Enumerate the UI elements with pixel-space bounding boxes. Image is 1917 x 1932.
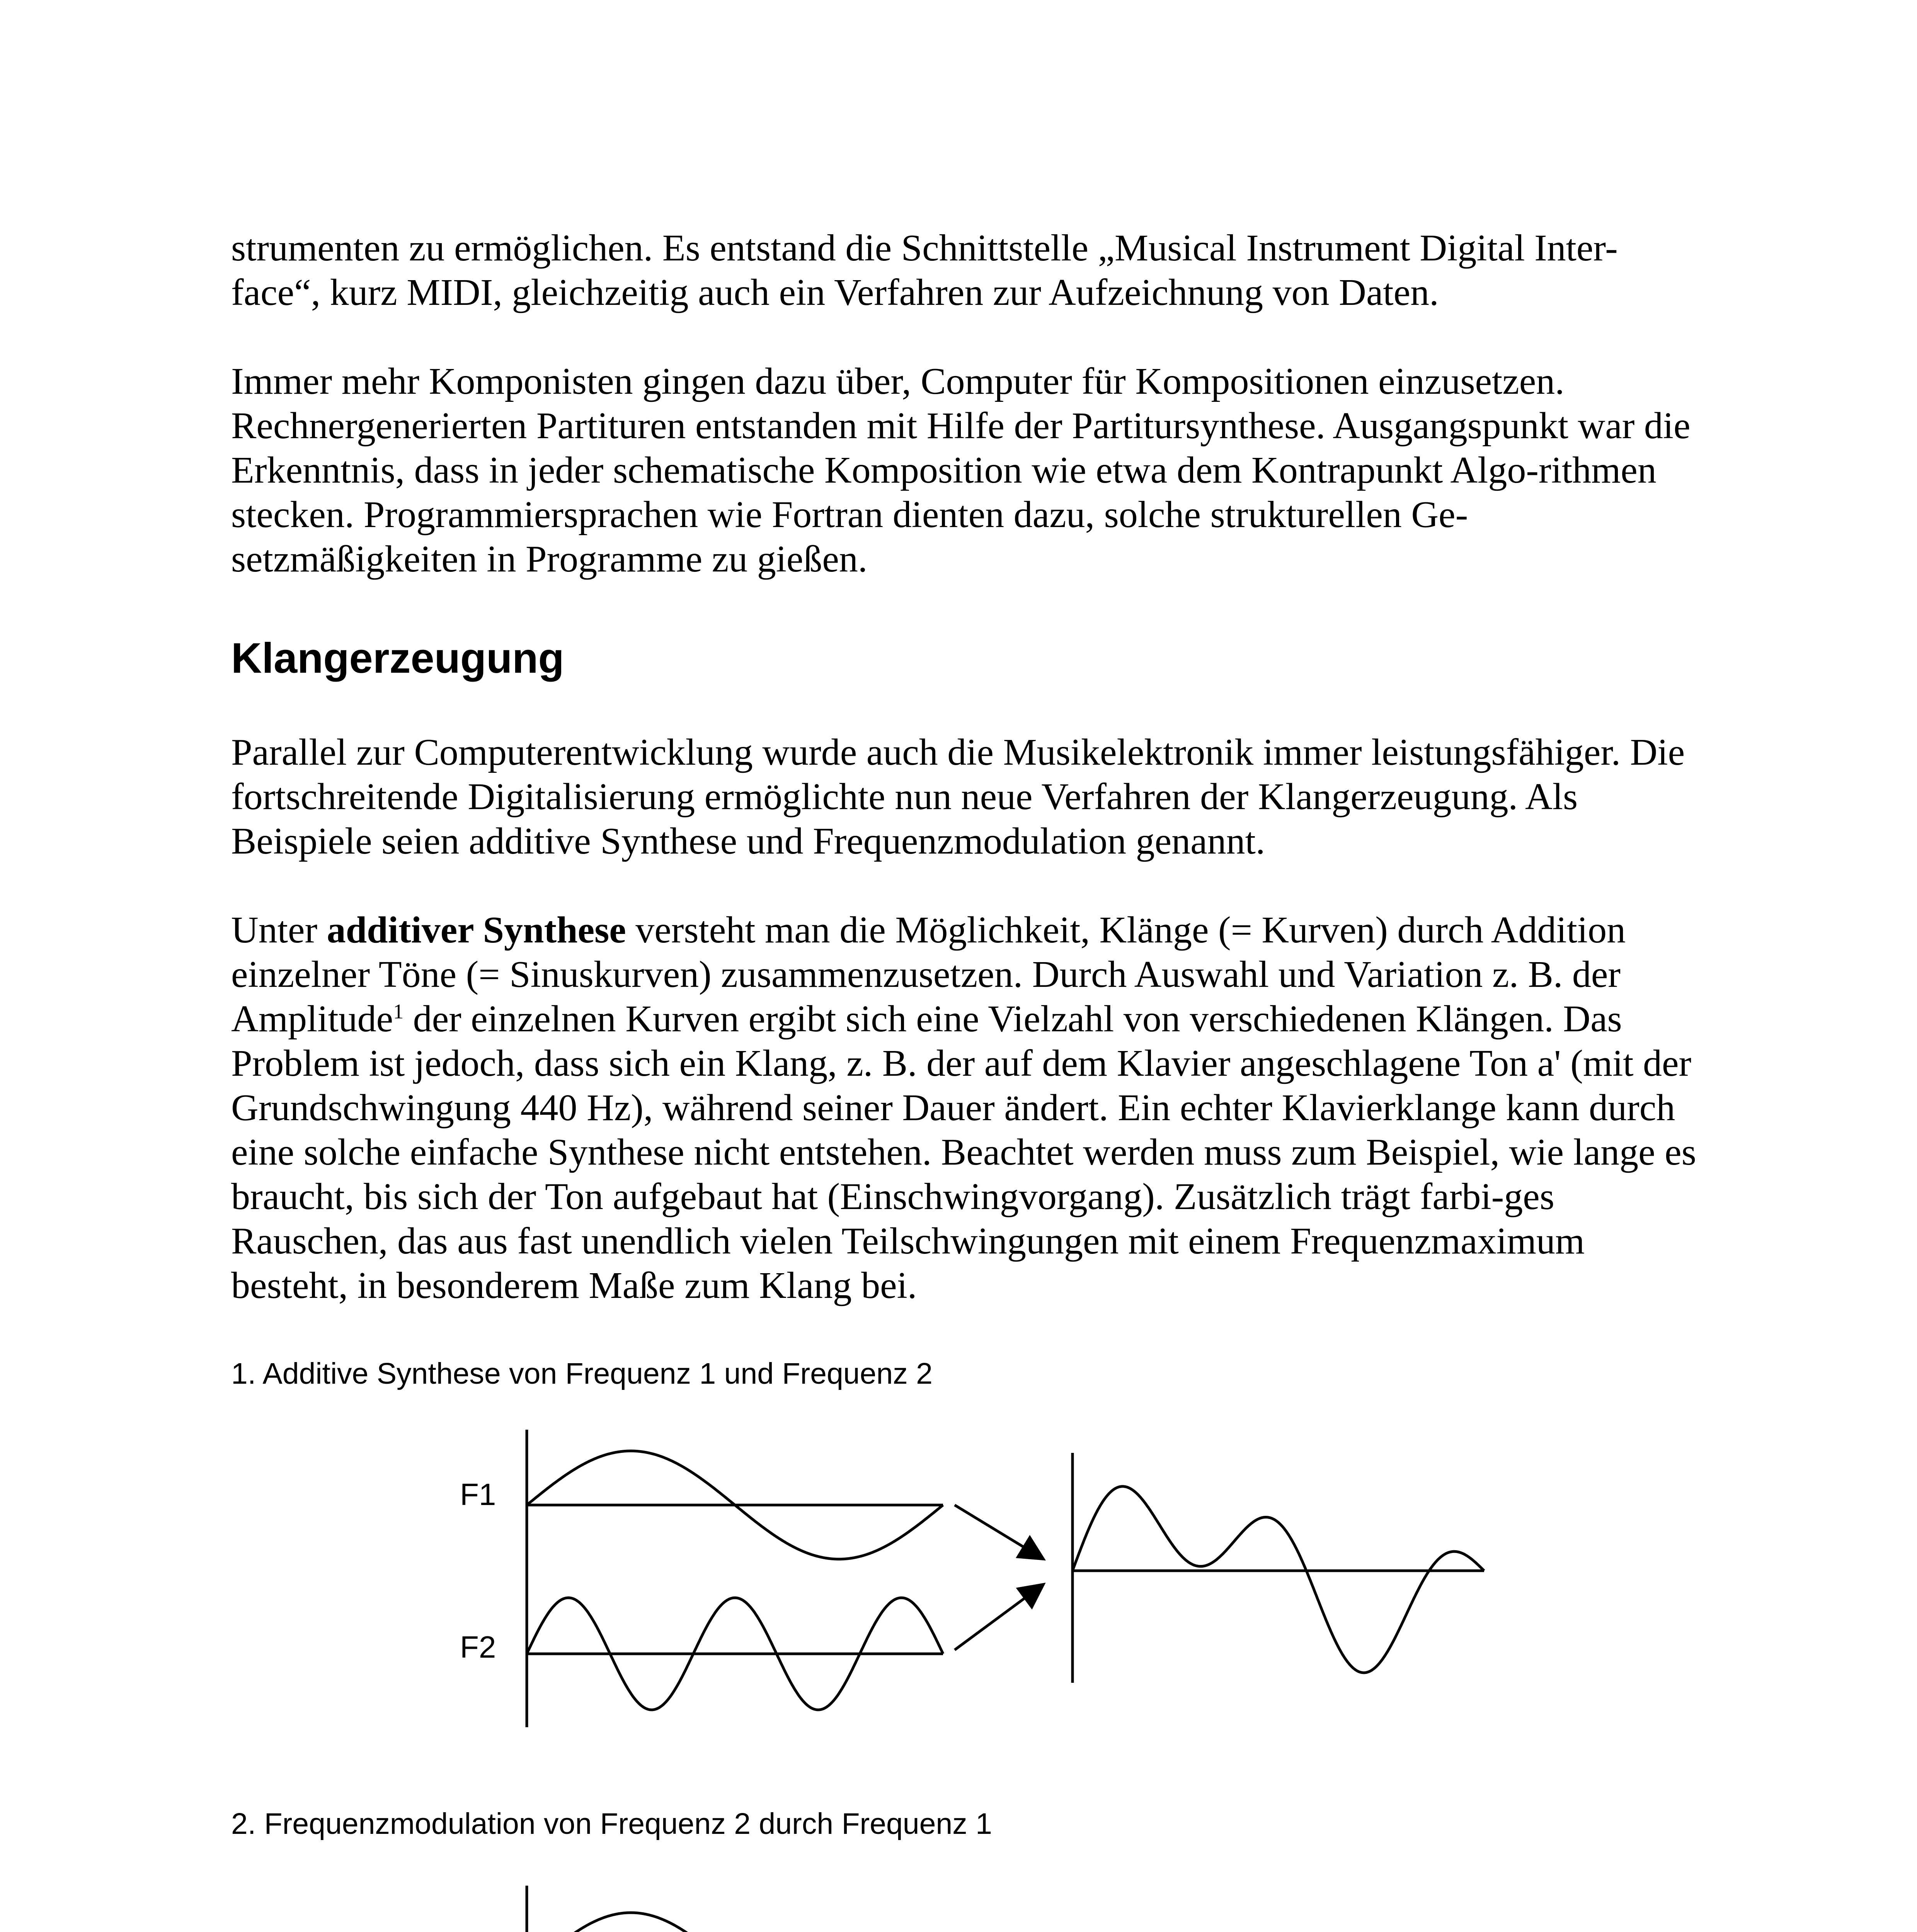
section-heading: Klangerzeugung (231, 634, 564, 682)
paragraph-middle: versteht man die Möglichkeit, Klänge (= Kurven) durch Addition einzelner Töne (= Sinuskurven) zusammenzusetzen. Durch Auswahl und Variation z. B. der Amplitude (231, 909, 1626, 1040)
fm-f1-wave (527, 1913, 943, 1932)
figure-caption-additive: 1. Additive Synthese von Frequenz 1 und Frequenz 2 (231, 1357, 933, 1390)
figure-additive-synthesis (0, 1422, 1917, 1743)
paragraph-electronics: Parallel zur Computerentwicklung wurde auch die Musikelektronik immer leistungsfähiger. Die fortschreitende Digitalisierung ermöglichte nun neue Verfahren der Klangerzeugung. Als Beispiele seien additive Synthese und Frequenzmodulation genannt. (231, 731, 1685, 862)
paragraph-lead: Unter (231, 909, 327, 951)
frequency-modulation-diagram (0, 1878, 1917, 1932)
paragraph-additive-synthesis (231, 908, 1700, 1308)
label-f2: F2 (460, 1630, 496, 1664)
footnote-reference: 1 (393, 1000, 404, 1023)
figure-caption-fm: 2. Frequenzmodulation von Frequenz 2 durch Frequenz 1 (231, 1807, 992, 1840)
additive-synthesis-diagram (0, 1422, 1917, 1743)
arrow-bottom (955, 1584, 1044, 1650)
figure-frequency-modulation (0, 1878, 1917, 1932)
sum-wave (1073, 1486, 1484, 1673)
paragraph-composition: Immer mehr Komponisten gingen dazu über, Computer für Kompositionen einzusetzen. Rechnergenerierten Partituren entstanden mit Hilfe der Partitursynthese. Ausgangspunkt war die Erkenntnis, dass in jeder schematische Komposition wie etwa dem Kontrapunkt Algo-rithmen stecken. Programmiersprachen wie Fortran dienten dazu, solche strukturellen Ge-setzmäßigkeiten in Programme zu gießen. (231, 361, 1691, 580)
label-f1: F1 (460, 1477, 496, 1512)
paragraph-rest: der einzelnen Kurven ergibt sich eine Vielzahl von verschiedenen Klängen. Das Problem ist jedoch, dass sich ein Klang, z. B. der auf dem Klavier angeschlagene Ton a' (mit der Grundschwingung 440 Hz), während seiner Dauer ändert. Ein echter Klavierklange kann durch eine solche einfache Synthese nicht entstehen. Beachtet werden muss zum Beispiel, wie lange es braucht, bis sich der Ton aufgebaut hat (Einschwingvorgang). Zusätzlich trägt farbi-ges Rauschen, das aus fast unendlich vielen Teilschwingungen mit einem Frequenzmaximum besteht, in besonderem Maße zum Klang bei. (231, 998, 1696, 1306)
term-additive-synthesis: additiver Synthese (327, 909, 626, 951)
arrow-top (955, 1505, 1044, 1559)
paragraph-midi: strumenten zu ermöglichen. Es entstand die Schnittstelle „Musical Instrument Digital Inter-face“, kurz MIDI, gleichzeitig auch ein Verfahren zur Aufzeichnung von Daten. (231, 227, 1618, 313)
